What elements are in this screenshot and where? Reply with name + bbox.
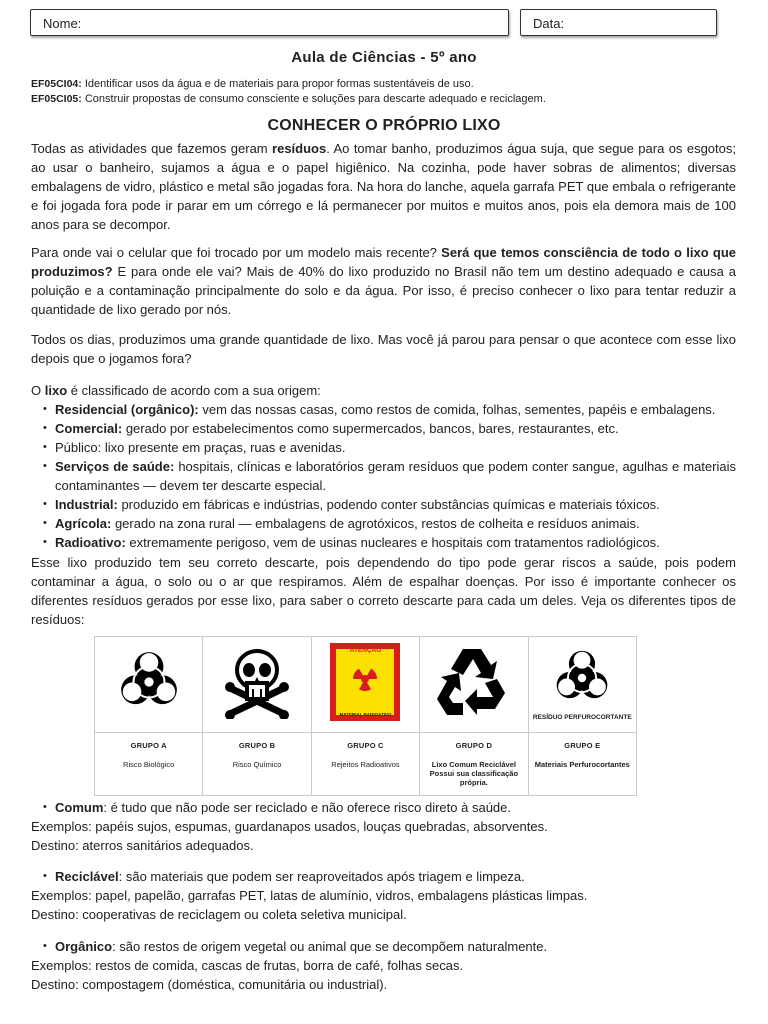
date-field[interactable] [520, 9, 717, 36]
name-field[interactable] [30, 9, 509, 36]
group-c-cell [311, 637, 419, 733]
category-reciclavel: • Reciclável: são materiais que podem ser reaproveitados após triagem e limpeza. Exemplos: papel, papelão, garrafas PET, latas de alumínio, vidros, embalagens plásticas limpas. Destino: cooperativas de reciclagem ou coleta seletiva municipal. [31, 867, 736, 924]
list-item: • Industrial: produzido em fábricas e indústrias, podendo conter substâncias químicas e materiais tóxicos. [55, 495, 736, 514]
group-e-cell [528, 637, 636, 733]
list-item: • Radioativo: extremamente perigoso, vem de usinas nucleares e hospitais com tratamentos radiológicos. [55, 533, 736, 552]
date-label: Data: [533, 16, 565, 31]
section-title: CONHECER O PRÓPRIO LIXO [267, 117, 501, 134]
group-e-label: GRUPO E Materiais Perfurocortantes [528, 733, 636, 796]
paragraph-5: Esse lixo produzido tem seu correto descarte, pois dependendo do tipo pode gerar riscos a saúde, pois podem contaminar a água, o solo ou o ar que respiramos. Além de espalhar doenças. Por isso é importante conhecer os diferentes resíduos gerados por esse lixo, para saber o correto descarte para cada um deles. Veja os diferentes tipos de resíduos: [31, 555, 736, 627]
group-d-cell [420, 637, 528, 733]
list-item: • Residencial (orgânico): vem das nossas casas, como restos de comida, folhas, sementes, papéis e embalagens. [55, 400, 736, 419]
biohazard-icon [552, 648, 612, 708]
group-b-label: GRUPO B Risco Químico [203, 733, 311, 796]
group-d-label: GRUPO D Lixo Comum Reciclável Possui sua classificação própria. [420, 733, 528, 796]
paragraph-3: Todos os dias, produzimos uma grande quantidade de lixo. Mas você já parou para pensar o que acontece com esse lixo depois que o jogamos fora? [31, 332, 736, 366]
paragraph-2: Para onde vai o celular que foi trocado por um modelo mais recente? Será que temos consciência de todo o lixo que produzimos? E para onde ele vai? Mais de 40% do lixo produzido no Brasil não tem um destino adequado e causa a poluição e a contaminação principalmente do solo e da água. Por isso, é preciso conhecer o lixo para tentar reduzir a quantidade de lixo gerado por nós. [31, 245, 737, 317]
skills-list [31, 77, 741, 106]
waste-groups-table [94, 636, 637, 796]
skill-code: EF05CI05: [31, 92, 82, 105]
skill-item [31, 92, 741, 107]
group-a-label: GRUPO A Risco Biológico [95, 733, 203, 796]
group-a-cell [95, 637, 203, 733]
biohazard-icon [116, 649, 182, 715]
list-item: • Agrícola: gerado na zona rural — embalagens de agrotóxicos, restos de colheita e resíduos animais. [55, 514, 736, 533]
radioactive-sign-icon: ATENÇÃO MATERIAL RADIOATIVO [330, 643, 400, 721]
sharps-caption: RESÍDUO PERFUROCORTANTE [532, 714, 632, 721]
category-organico: • Orgânico: são restos de origem vegetal ou animal que se decompõem naturalmente. Exemplos: restos de comida, cascas de frutas, borra de café, folhas secas. Destino: compostagem (doméstica, comunitária ou industrial). [31, 937, 736, 994]
skill-text: Identificar usos da água e de materiais para propor formas sustentáveis de uso. [81, 78, 474, 90]
name-label: Nome: [43, 16, 82, 31]
page-title: Aula de Ciências - 5º ano [291, 49, 477, 66]
skill-item [31, 77, 741, 92]
paragraph-4: O lixo é classificado de acordo com a sua origem: • Residencial (orgânico): vem das nossas casas, como restos de comida, folhas, sementes, papéis e embalagens. • Comercial: gerado por estabelecimentos como supermercados, bancos, bares, restaurantes, etc. • Público: lixo presente em praças, ruas e avenidas. • Serviços de saúde: hospitais, clínicas e laboratórios geram resíduos que podem conter sangue, agulhas e materiais contaminantes — devem ter descarte especial. • Industrial: produzido em fábricas e indústrias, podendo conter substâncias químicas e materiais tóxicos. • Agrícola: gerado na zona rural — embalagens de agrotóxicos, restos de colheita e resíduos animais. • Radioativo: extremamente perigoso, vem de usinas nucleares e hospitais com tratamentos radiológicos. [31, 381, 736, 552]
paragraph-1: Todas as atividades que fazemos geram resíduos. Ao tomar banho, produzimos água suja, que segue para os esgotos; ao usar o banheiro, sujamos a água e o papel higiênico. Na cozinha, pode haver sobras de alimentos; diversas embalagens de vidro, plástico e metal são jogadas fora. Na hora do lanche, aquela garrafa PET que embala o refrigerante e foi jogada fora pode ir parar em um córrego e lá permanecer por muitos e muitos anos, pois ela demora mais de 100 anos para se decompor. [31, 141, 736, 232]
list-item: • Público: lixo presente em praças, ruas e avenidas. [55, 438, 736, 457]
skill-code: EF05CI04: [31, 78, 82, 90]
group-c-label: GRUPO C Rejeitos Radioativos [311, 733, 419, 796]
skull-crossbones-icon [224, 645, 290, 719]
waste-origin-list [31, 400, 736, 552]
list-item: • Comercial: gerado por estabelecimentos como supermercados, bancos, bares, restaurantes, etc. [55, 419, 736, 438]
recycle-icon [433, 645, 515, 719]
list-item: • Serviços de saúde: hospitais, clínicas e laboratórios geram resíduos que podem conter sangue, agulhas e materiais contaminantes — devem ter descarte especial. [55, 457, 736, 495]
category-comum: • Comum: é tudo que não pode ser reciclado e não oferece risco direto à saúde. Exemplos: papéis sujos, espumas, guardanapos usados, louças quebradas, absorventes. Destino: aterros sanitários adequados. [31, 798, 736, 855]
skill-text: Construir propostas de consumo consciente e soluções para descarte adequado e reciclagem. [81, 92, 546, 105]
group-b-cell [203, 637, 311, 733]
